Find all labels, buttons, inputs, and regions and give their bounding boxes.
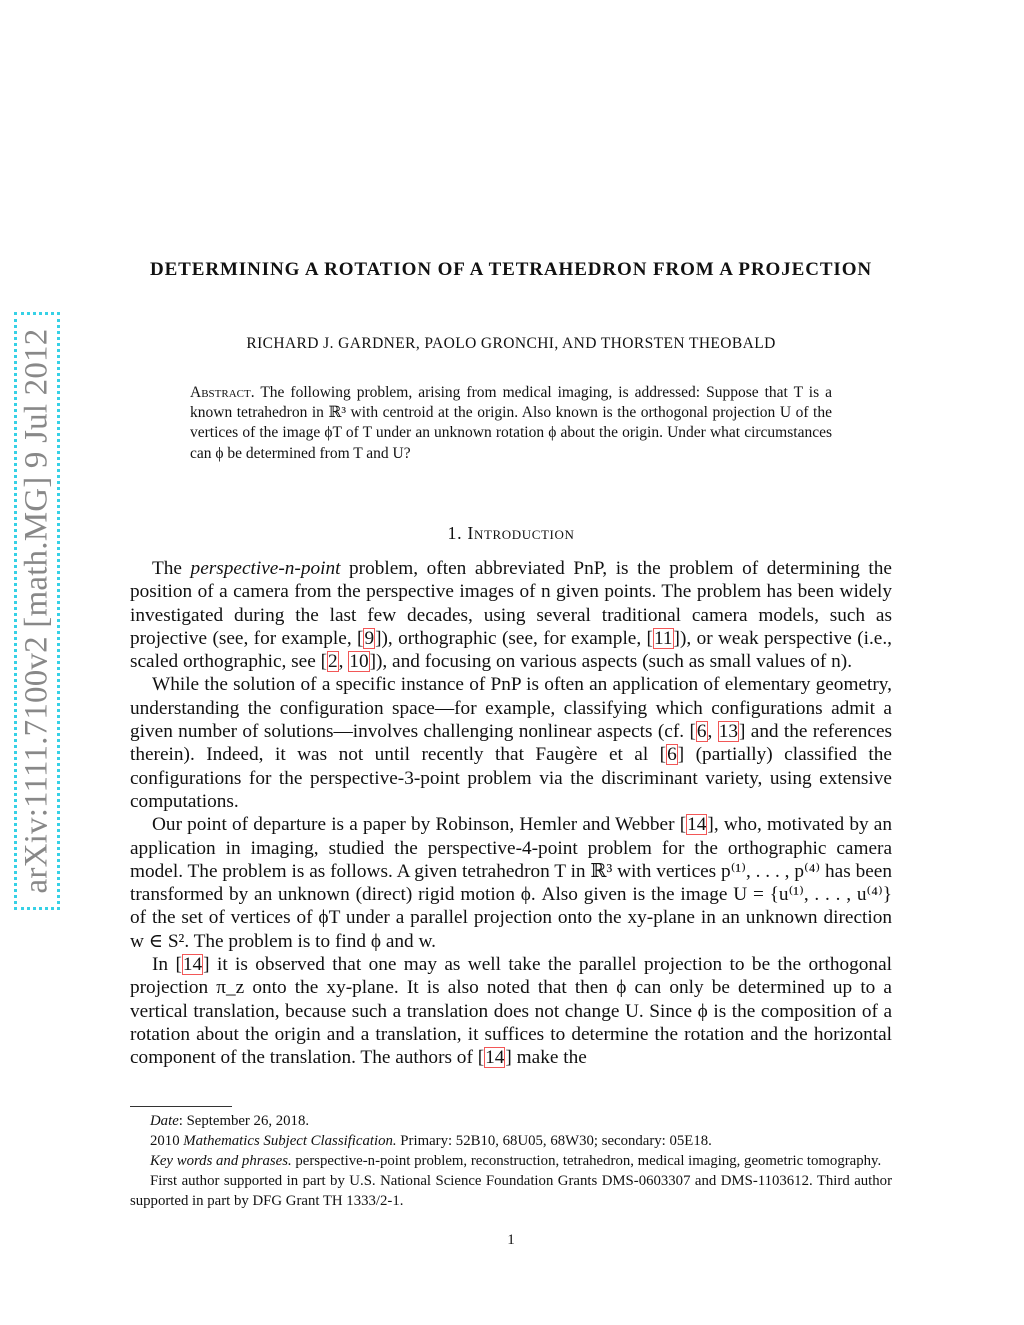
text-run: ] and the references therein). Indeed, it was not until recently that Faugère et al [ (130, 721, 893, 766)
footnote-prefix: 2010 (150, 1133, 184, 1149)
citation-link[interactable]: 14 (485, 1047, 505, 1069)
footnotes (130, 1111, 892, 1211)
section-title: Introduction (467, 523, 575, 543)
footnote-value: : September 26, 2018. (178, 1113, 310, 1129)
text-run: , (707, 721, 718, 743)
paper-authors: RICHARD J. GARDNER, PAOLO GRONCHI, AND THORSTEN THEOBALD (246, 335, 776, 352)
footnote-msc (130, 1131, 892, 1151)
paper-title: DETERMINING A ROTATION OF A TETRAHEDRON FROM A PROJECTION (149, 259, 872, 280)
text-run: ]), or weak perspective (i.e., scaled orthographic, see [ (130, 627, 892, 673)
footnote-support: First author supported in part by U.S. National Science Foundation Grants DMS-0603307 and DMS-1103612. Third author supported in part by DFG Grant TH 1333/2-1. (130, 1173, 892, 1209)
citation-link[interactable]: 2 (328, 651, 338, 673)
paragraph-2 (130, 673, 892, 813)
footnote-value: perspective-n-point problem, reconstruction, tetrahedron, medical imaging, geometric tomography. (291, 1153, 882, 1169)
citation-link[interactable]: 11 (653, 627, 673, 649)
text-run: , (338, 651, 349, 673)
body-text (130, 557, 892, 1070)
abstract (190, 383, 832, 464)
text-run: While the solution of a specific instance of PnP is often an application of elementary geometry, understanding the configuration space—for example, classifying which configurations admit a given number of solutions—involves challenging nonlinear aspects (cf. [ (130, 674, 892, 743)
text-run: ]), orthographic (see, for example, [ (375, 627, 653, 649)
page-number: 1 (507, 1232, 515, 1248)
arxiv-stamp-text: arXiv:1111.7100v2 [math.MG] 9 Jul 2012 (18, 328, 55, 894)
footnote-label: Date (150, 1113, 179, 1129)
citation-link[interactable]: 9 (364, 627, 375, 649)
text-run: ] make the (505, 1047, 587, 1069)
footnote-date (130, 1111, 892, 1131)
citation-link[interactable]: 14 (687, 814, 707, 836)
abstract-text: The following problem, arising from medical imaging, is addressed: Suppose that T is a known tetrahedron in ℝ³ with centroid at the origin. Also known is the orthogonal projection U of the vertices of the image ϕT of T under an unknown rotation ϕ about the origin. Under what circumstances can ϕ be determined from T and U? (190, 384, 832, 462)
text-run: Our point of departure is a paper by Robinson, Hemler and Webber [ (152, 814, 687, 836)
abstract-label: Abstract. (190, 384, 255, 401)
text-run: ], who, motivated by an application in imaging, studied the perspective-4-point problem for the orthographic camera model. The problem is as follows. A given tetrahedron T in ℝ³ with vertices p⁽¹⁾, . . . , p⁽⁴⁾ has been transformed by an unknown (direct) rigid motion ϕ. Also given is the image U = {u⁽¹⁾, . . . , u⁽⁴⁾} of the set of vertices of ϕT under a parallel projection onto the xy-plane in an unknown direction w ∈ S². The problem is to find ϕ and w. (130, 814, 892, 952)
section-number: 1. (447, 523, 463, 543)
citation-link[interactable]: 6 (696, 721, 707, 743)
citation-link[interactable]: 6 (667, 744, 677, 766)
paragraph-1 (130, 557, 892, 673)
section-heading (130, 523, 892, 544)
footnote-divider (130, 1106, 232, 1107)
footnote-label: Mathematics Subject Classification. (183, 1133, 397, 1149)
footnote-label: Key words and phrases. (150, 1153, 292, 1169)
footnote-keywords (130, 1151, 892, 1171)
citation-link[interactable]: 13 (718, 721, 738, 743)
arxiv-stamp[interactable] (14, 312, 60, 910)
text-run: problem, often abbreviated PnP, is the problem of determining the position of a camera from the perspective images of n given points. The problem has been widely investigated during the last few decades, using several traditional camera models, such as projective (see, for example, [ (130, 558, 892, 649)
text-run: The (152, 558, 191, 579)
text-run: ]), and focusing on various aspects (such as small values of n). (369, 651, 853, 673)
paragraph-3 (130, 813, 892, 953)
citation-link[interactable]: 10 (349, 651, 369, 673)
text-run: In [ (152, 954, 182, 976)
text-run: ] it is observed that one may as well take the parallel projection to be the orthogonal projection π_z onto the xy-plane. It is also noted that then ϕ can only be determined up to a vertical translation, because such a translation does not change U. Since ϕ is the composition of a rotation about the origin and a translation, it suffices to determine the rotation and the horizontal component of the translation. The authors of [ (130, 954, 892, 1069)
text-run-italic: perspective-n-point (190, 558, 341, 579)
text-run: ] (partially) classified the configurations for the perspective-3-point problem via the discriminant variety, using extensive computations. (130, 744, 892, 812)
footnote-value: Primary: 52B10, 68U05, 68W30; secondary: 05E18. (396, 1133, 712, 1149)
citation-link[interactable]: 14 (182, 954, 203, 976)
paragraph-4 (130, 953, 892, 1069)
